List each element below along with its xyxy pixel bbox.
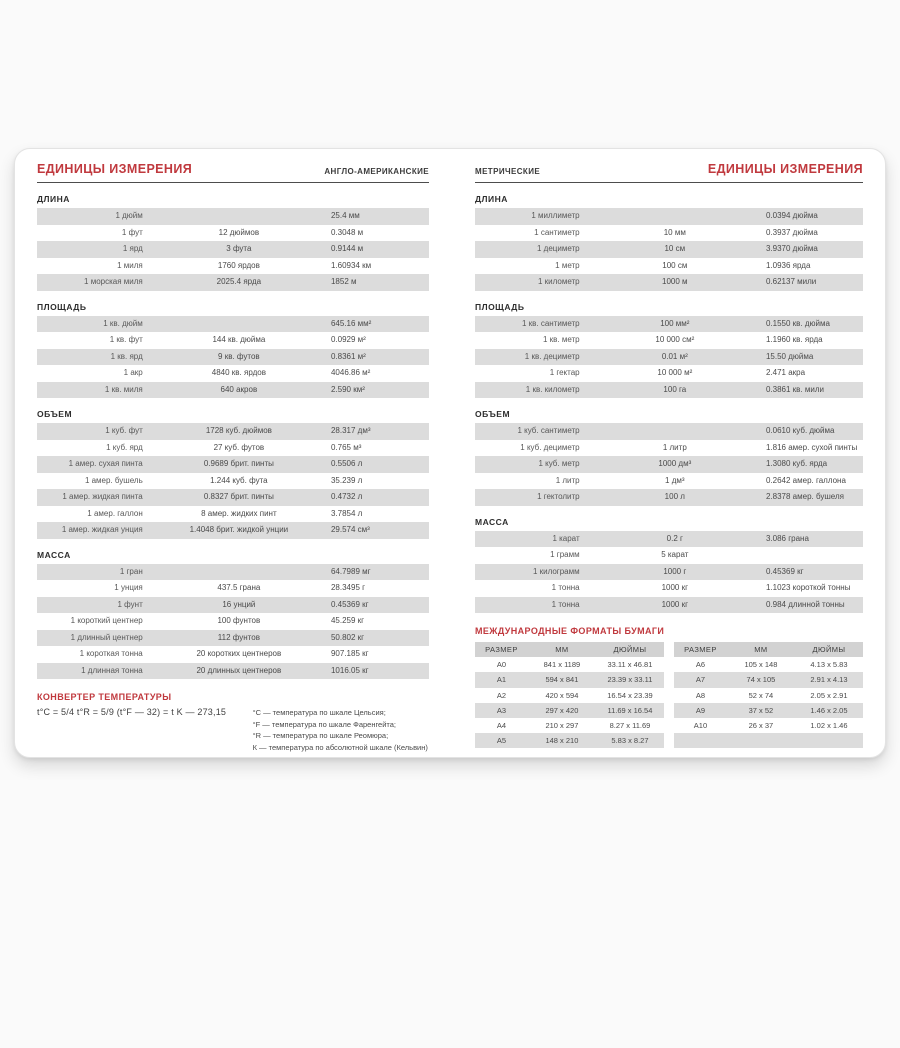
table-row xyxy=(674,642,863,657)
unit-cell xyxy=(147,208,331,225)
unit-cell: 0.765 м³ xyxy=(330,442,362,452)
paper-cell: 841 x 1189 xyxy=(543,660,581,670)
unit-cell: 1 грамм xyxy=(550,550,580,559)
unit-cell: 5 карат xyxy=(661,550,689,559)
section-title: ПЛОЩАДЬ xyxy=(37,301,87,312)
paper-cell: 297 x 420 xyxy=(545,705,579,715)
unit-section xyxy=(37,302,429,399)
unit-cell: 20 коротких центнеров xyxy=(196,649,282,658)
table-row xyxy=(475,531,863,548)
unit-cell: 3.7854 л xyxy=(330,508,363,518)
temperature-converter xyxy=(37,692,429,754)
unit-cell: 35.239 л xyxy=(330,475,363,485)
unit-cell: 1.3080 куб. ярда xyxy=(765,459,828,468)
unit-cell: 29.574 см³ xyxy=(330,525,370,534)
unit-cell: 1 гектолитр xyxy=(537,492,580,501)
unit-cell: 1 карат xyxy=(552,533,580,543)
unit-cell: 1.0936 ярда xyxy=(765,260,811,270)
unit-cell: 4840 кв. ярдов xyxy=(211,368,266,377)
unit-cell: 0.3937 дюйма xyxy=(765,227,818,237)
unit-cell: 15.50 дюйма xyxy=(765,351,814,361)
page-title: ЕДИНИЦЫ ИЗМЕРЕНИЯ xyxy=(707,162,863,176)
paper-header-cell: РАЗМЕР xyxy=(485,645,518,654)
table-row xyxy=(37,506,429,523)
table-row xyxy=(475,688,664,703)
paper-header-cell: ММ xyxy=(555,645,569,654)
unit-cell: 2025.4 ярда xyxy=(216,277,262,286)
table-row xyxy=(475,440,863,457)
unit-cell xyxy=(147,316,331,333)
unit-cell: 0.3861 кв. мили xyxy=(765,384,824,394)
unit-cell: 0.45369 кг xyxy=(765,566,804,576)
unit-cell: 1 амер. сухая пинта xyxy=(68,459,143,468)
unit-cell: 1.816 амер. сухой пинты xyxy=(765,442,858,452)
table-row xyxy=(475,241,863,258)
paper-cell: A8 xyxy=(695,690,706,700)
section-title: ДЛИНА xyxy=(37,194,70,204)
table-row xyxy=(475,208,863,225)
paper-cell: 74 x 105 xyxy=(746,675,776,685)
table-row xyxy=(475,225,863,242)
unit-cell: 45.259 кг xyxy=(330,616,365,625)
temperature-notes xyxy=(253,707,429,754)
table-row xyxy=(475,564,863,581)
table-row xyxy=(475,718,664,733)
table-row xyxy=(674,703,863,718)
paper-cell: A1 xyxy=(496,675,507,685)
unit-cell: 100 га xyxy=(663,384,687,394)
section-title: ПЛОЩАДЬ xyxy=(475,301,525,312)
paper-cell: A2 xyxy=(496,690,507,700)
paper-cell: A3 xyxy=(496,705,507,715)
unit-cell: 1 ярд xyxy=(122,244,143,253)
paper-cell: 16.54 x 23.39 xyxy=(607,690,653,700)
unit-cell: 1 дециметр xyxy=(536,244,580,253)
column-subtitle: АНГЛО-АМЕРИКАНСКИЕ xyxy=(324,167,429,176)
unit-cell: 64.7989 мг xyxy=(330,566,371,576)
planner-reference-page xyxy=(14,148,886,758)
unit-cell: 1 гран xyxy=(119,566,143,576)
unit-cell: 1 тонна xyxy=(551,583,580,592)
unit-cell: 16 унций xyxy=(222,599,256,609)
table-row xyxy=(37,225,429,242)
unit-cell: 1 метр xyxy=(555,260,580,270)
paper-header-cell: ММ xyxy=(754,645,768,654)
unit-cell: 1000 кг xyxy=(661,599,689,609)
unit-cell: 1000 дм³ xyxy=(658,459,692,468)
unit-cell: 1 кв. ярд xyxy=(110,351,143,361)
unit-cell: 1 короткая тонна xyxy=(79,649,143,658)
unit-section xyxy=(37,550,429,680)
unit-cell: 4046.86 м² xyxy=(330,368,371,377)
unit-cell: 0.2 г xyxy=(666,533,683,543)
paper-cell: A10 xyxy=(693,720,708,730)
table-row xyxy=(37,423,429,440)
table-row xyxy=(37,564,429,581)
table-row xyxy=(37,365,429,382)
unit-section xyxy=(37,409,429,539)
paper-cell: 11.69 x 16.54 xyxy=(607,705,653,715)
unit-cell: 8 амер. жидких пинт xyxy=(201,508,277,518)
table-row xyxy=(37,489,429,506)
unit-cell: 1 амер. галлон xyxy=(87,508,143,518)
paper-cell: 5.83 x 8.27 xyxy=(611,736,649,746)
unit-cell: 1 унция xyxy=(114,583,143,592)
table-row xyxy=(674,733,863,748)
table-row xyxy=(475,580,863,597)
unit-cell: 1 миля xyxy=(117,260,143,270)
paper-tables xyxy=(475,642,863,748)
paper-cell: 23.39 x 33.11 xyxy=(607,675,653,685)
table-row xyxy=(37,456,429,473)
table-row xyxy=(475,703,664,718)
unit-cell: 0.1550 кв. дюйма xyxy=(765,318,830,328)
unit-cell: 1 куб. сантиметр xyxy=(517,426,580,435)
unit-cell: 1 фунт xyxy=(117,599,143,609)
paper-cell: 594 x 841 xyxy=(545,675,579,685)
temperature-formula: t°C = 5/4 t°R = 5/9 (t°F — 32) = t K — 273,15 xyxy=(37,707,227,717)
paper-cell: A6 xyxy=(695,660,706,670)
paper-cell: A4 xyxy=(496,720,507,730)
section-title: МАССА xyxy=(37,549,71,560)
unit-cell: 1 кв. метр xyxy=(542,335,580,344)
unit-cell: 1 кв. фут xyxy=(109,335,143,344)
paper-header-cell: ДЮЙМЫ xyxy=(613,645,647,654)
unit-cell: 12 дюймов xyxy=(218,227,260,237)
paper-header-cell: ДЮЙМЫ xyxy=(812,645,846,654)
unit-cell: 1.60934 км xyxy=(330,260,372,270)
temperature-note: К — температура по абсолютной шкале (Кельвин) xyxy=(252,742,428,752)
temperature-note: °F — температура по шкале Фаренгейта; xyxy=(252,719,397,729)
unit-cell: 1 сантиметр xyxy=(534,227,580,237)
unit-cell: 1 литр xyxy=(555,475,580,485)
unit-cell: 100 л xyxy=(664,492,685,501)
table-row xyxy=(475,332,863,349)
unit-section xyxy=(475,194,863,291)
table-row xyxy=(37,630,429,647)
table-row xyxy=(37,597,429,614)
unit-cell: 2.590 км² xyxy=(330,384,365,394)
unit-cell: 1 куб. фут xyxy=(105,426,143,435)
unit-cell: 1 литр xyxy=(662,442,687,452)
unit-cell: 10 000 см² xyxy=(655,335,695,344)
unit-cell: 1760 ярдов xyxy=(217,260,260,270)
unit-cell xyxy=(147,564,331,581)
section-title: ДЛИНА xyxy=(475,194,508,204)
unit-cell: 10 см xyxy=(664,244,686,253)
unit-cell: 1852 м xyxy=(330,277,357,286)
table-row xyxy=(674,688,863,703)
unit-cell xyxy=(766,547,863,564)
page-title: ЕДИНИЦЫ ИЗМЕРЕНИЯ xyxy=(37,162,193,176)
unit-cell: 1 длинный центнер xyxy=(70,632,143,642)
unit-cell: 437.5 грана xyxy=(217,583,261,592)
unit-cell: 1 акр xyxy=(123,368,143,377)
unit-cell: 10 000 м² xyxy=(657,368,693,377)
unit-cell: 1 кв. километр xyxy=(525,384,580,394)
unit-cell: 0.0610 куб. дюйма xyxy=(765,426,835,435)
table-row xyxy=(37,663,429,680)
table-row xyxy=(475,547,863,564)
table-row xyxy=(475,642,664,657)
temperature-title: КОНВЕРТЕР ТЕМПЕРАТУРЫ xyxy=(37,692,172,702)
paper-cell: 37 x 52 xyxy=(748,705,774,715)
paper-cell xyxy=(674,733,727,748)
unit-cell: 144 кв. дюйма xyxy=(212,335,266,344)
unit-cell: 2.471 акра xyxy=(765,368,806,377)
table-row xyxy=(37,440,429,457)
paper-cell: 26 x 37 xyxy=(748,720,774,730)
unit-cell: 1016.05 кг xyxy=(330,665,369,675)
table-row xyxy=(37,332,429,349)
paper-cell: 2.91 x 4.13 xyxy=(810,675,848,685)
unit-cell: 1 кв. дециметр xyxy=(524,351,580,361)
unit-section xyxy=(475,302,863,399)
paper-cell xyxy=(727,733,795,748)
unit-cell: 50.802 кг xyxy=(330,632,365,642)
unit-cell: 1.1960 кв. ярда xyxy=(765,335,823,344)
paper-cell: A0 xyxy=(496,660,507,670)
unit-section xyxy=(475,517,863,614)
paper-table-a0-a5 xyxy=(475,642,664,748)
unit-cell: 20 длинных центнеров xyxy=(196,665,282,675)
unit-cell xyxy=(584,208,766,225)
table-row xyxy=(37,522,429,539)
paper-cell: 420 x 594 xyxy=(545,690,579,700)
unit-sections-metric xyxy=(475,183,863,613)
paper-cell: 1.46 x 2.05 xyxy=(810,705,848,715)
table-row xyxy=(475,489,863,506)
unit-cell: 1000 м xyxy=(662,277,688,286)
table-row xyxy=(475,473,863,490)
unit-section xyxy=(37,194,429,291)
unit-cell: 907.185 кг xyxy=(330,649,369,658)
paper-formats xyxy=(475,626,863,748)
table-row xyxy=(37,274,429,291)
unit-cell: 0.9689 брит. пинты xyxy=(203,459,274,468)
unit-cell: 1 фут xyxy=(121,227,143,237)
paper-cell xyxy=(795,733,863,748)
unit-cell: 0.45369 кг xyxy=(330,599,369,609)
column-header xyxy=(475,162,863,183)
unit-cell: 1 дюйм xyxy=(115,211,143,220)
unit-cell: 0.01 м² xyxy=(661,351,688,361)
unit-cell: 0.4732 л xyxy=(330,492,363,501)
unit-cell: 1 килограмм xyxy=(532,566,580,576)
section-title: ОБЪЕМ xyxy=(37,409,73,419)
unit-cell: 0.984 длинной тонны xyxy=(765,599,845,609)
unit-cell: 100 фунтов xyxy=(217,616,261,625)
paper-cell: 4.13 x 5.83 xyxy=(810,660,848,670)
section-title: ОБЪЕМ xyxy=(475,409,511,419)
unit-cell: 0.3048 м xyxy=(330,227,364,237)
table-row xyxy=(475,733,664,748)
paper-cell: 2.05 x 2.91 xyxy=(810,690,848,700)
paper-cell: 1.02 x 1.46 xyxy=(810,720,848,730)
unit-cell: 0.8327 брит. пинты xyxy=(203,492,274,501)
column-anglo-american xyxy=(37,162,429,752)
unit-cell: 1.4048 брит. жидкой унции xyxy=(189,525,289,534)
table-row xyxy=(475,274,863,291)
unit-cell: 3.086 грана xyxy=(765,533,809,543)
unit-cell: 10 мм xyxy=(663,227,686,237)
paper-table-a6-a10 xyxy=(674,642,863,748)
temperature-note: °C — температура по шкале Цельсия; xyxy=(252,708,386,717)
table-row xyxy=(37,316,429,333)
unit-cell: 1 куб. дециметр xyxy=(520,442,580,452)
paper-cell: A9 xyxy=(695,705,706,715)
unit-cell: 1 короткий центнер xyxy=(70,616,143,625)
unit-sections-anglo xyxy=(37,183,429,679)
temperature-note: °R — температура по шкале Реомюра; xyxy=(252,731,389,741)
paper-cell: 148 x 210 xyxy=(545,736,579,746)
temperature-body xyxy=(37,707,429,754)
unit-cell: 1 миллиметр xyxy=(531,211,580,220)
table-row xyxy=(475,672,664,687)
unit-cell: 1 амер. жидкая пинта xyxy=(62,492,143,501)
table-row xyxy=(37,258,429,275)
table-row xyxy=(37,473,429,490)
table-row xyxy=(475,597,863,614)
paper-cell: 52 x 74 xyxy=(748,690,774,700)
unit-cell: 1000 кг xyxy=(661,583,689,592)
table-row xyxy=(37,580,429,597)
table-row xyxy=(475,657,664,672)
table-row xyxy=(37,208,429,225)
unit-cell: 0.0394 дюйма xyxy=(765,211,818,220)
unit-cell: 1 гектар xyxy=(549,368,580,377)
table-row xyxy=(475,456,863,473)
table-row xyxy=(37,241,429,258)
unit-cell: 1 тонна xyxy=(551,599,580,609)
unit-cell: 1.1023 короткой тонны xyxy=(765,583,851,592)
table-row xyxy=(674,672,863,687)
unit-cell: 1 кв. миля xyxy=(104,384,143,394)
unit-cell: 1 куб. ярд xyxy=(106,442,143,452)
unit-cell: 28.3495 г xyxy=(330,583,366,592)
unit-cell: 0.9144 м xyxy=(330,244,364,253)
unit-cell: 112 фунтов xyxy=(217,632,260,642)
unit-cell: 1 длинная тонна xyxy=(81,665,143,675)
paper-cell: A5 xyxy=(496,736,507,746)
paper-cell: 8.27 x 11.69 xyxy=(609,720,651,730)
table-row xyxy=(37,613,429,630)
table-row xyxy=(37,646,429,663)
column-header xyxy=(37,162,429,183)
table-row xyxy=(475,382,863,399)
table-row xyxy=(475,423,863,440)
unit-cell xyxy=(584,423,766,440)
paper-cell: 105 x 148 xyxy=(744,660,778,670)
unit-cell: 0.62137 мили xyxy=(765,277,817,286)
table-row xyxy=(475,365,863,382)
table-row xyxy=(674,657,863,672)
unit-cell: 1000 г xyxy=(663,566,687,576)
paper-cell: A7 xyxy=(695,675,706,685)
column-metric xyxy=(475,162,863,747)
unit-cell: 0.2642 амер. галлона xyxy=(765,475,846,485)
unit-cell: 27 куб. футов xyxy=(213,442,265,452)
unit-cell: 25.4 мм xyxy=(330,211,360,220)
unit-cell: 0.8361 м² xyxy=(330,351,366,361)
table-row xyxy=(475,316,863,333)
unit-cell: 1.244 куб. фута xyxy=(210,475,268,485)
unit-cell: 1 морская миля xyxy=(84,277,143,286)
unit-section xyxy=(475,409,863,506)
unit-cell: 0.0929 м² xyxy=(330,335,366,344)
unit-cell: 1 километр xyxy=(537,277,580,286)
unit-cell: 1 амер. жидкая унция xyxy=(61,525,143,534)
paper-cell: 33.11 x 46.81 xyxy=(607,660,653,670)
table-row xyxy=(674,718,863,733)
table-row xyxy=(37,382,429,399)
unit-cell: 1 кв. сантиметр xyxy=(521,318,580,328)
unit-cell: 1 кв. дюйм xyxy=(103,318,143,328)
section-title: МАССА xyxy=(475,516,509,527)
table-row xyxy=(475,349,863,366)
unit-cell: 2.8378 амер. бушеля xyxy=(765,492,844,501)
unit-cell: 9 кв. футов xyxy=(218,351,260,361)
unit-cell: 1 амер. бушель xyxy=(84,475,143,485)
unit-cell: 1728 куб. дюймов xyxy=(205,426,272,435)
unit-cell: 3.9370 дюйма xyxy=(765,244,818,253)
unit-cell: 0.5506 л xyxy=(330,459,363,468)
unit-cell: 645.16 мм² xyxy=(330,318,372,328)
column-subtitle: МЕТРИЧЕСКИЕ xyxy=(475,167,541,176)
unit-cell: 28.317 дм³ xyxy=(330,426,371,435)
table-row xyxy=(37,349,429,366)
unit-cell: 3 фута xyxy=(226,244,252,253)
unit-cell: 1 дм³ xyxy=(665,475,685,485)
unit-cell: 100 мм² xyxy=(660,318,690,328)
unit-cell: 1 куб. метр xyxy=(538,459,580,468)
table-row xyxy=(475,258,863,275)
unit-cell: 640 акров xyxy=(220,384,258,394)
paper-cell: 210 x 297 xyxy=(545,720,579,730)
paper-header-cell: РАЗМЕР xyxy=(684,645,717,654)
unit-cell: 100 см xyxy=(662,260,688,270)
paper-formats-title: МЕЖДУНАРОДНЫЕ ФОРМАТЫ БУМАГИ xyxy=(475,626,665,636)
